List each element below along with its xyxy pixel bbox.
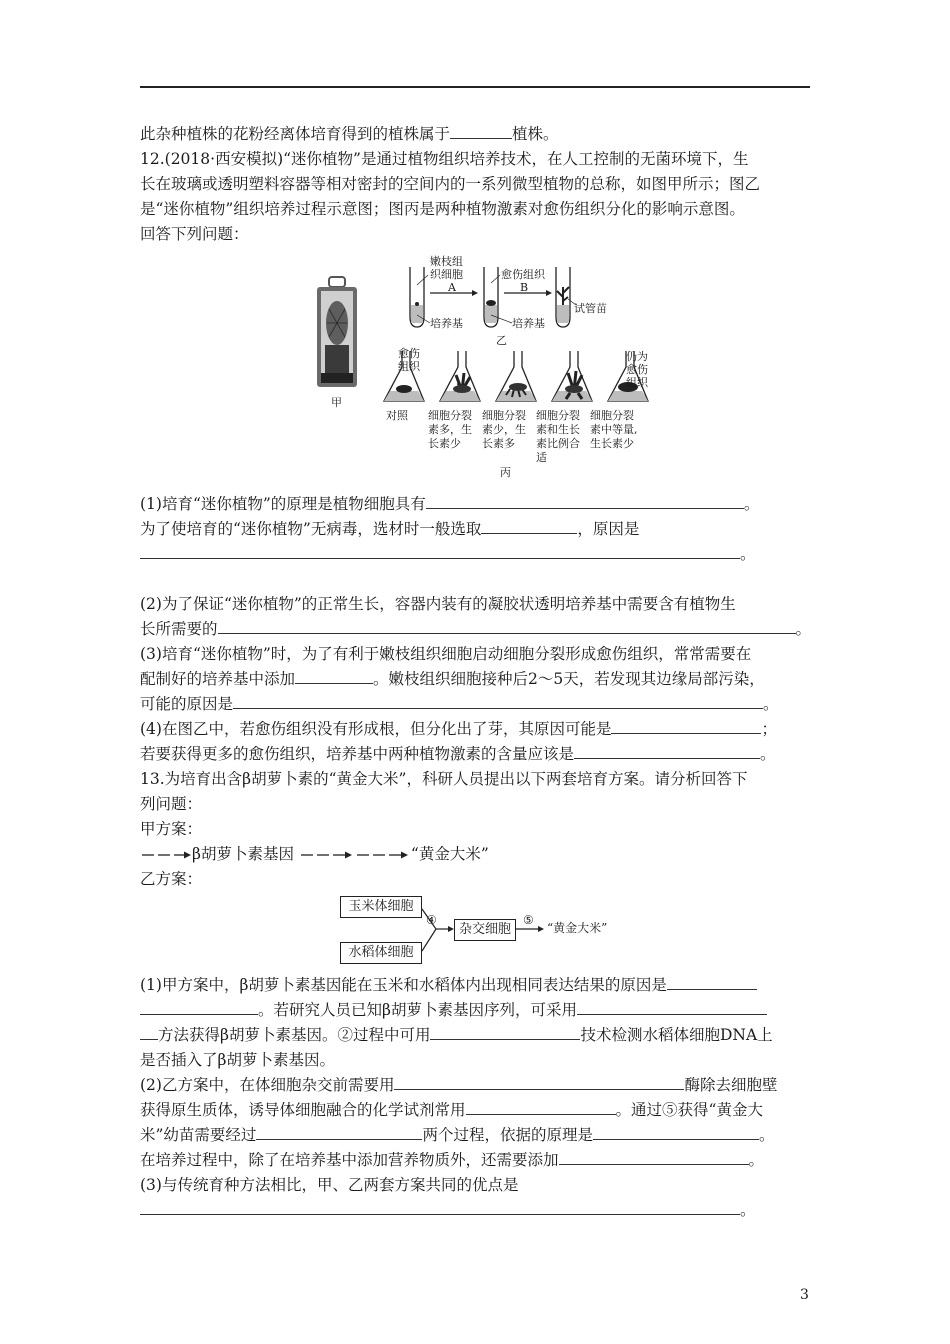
q12-answer-1: (1)培育“迷你植物”的原理是植物细胞具有 。 — [140, 495, 760, 513]
q13-answer-3: 。 — [140, 1200, 756, 1220]
q13-answer-2: (2)乙方案中，在体细胞杂交前需要用 酶除去细胞壁 — [140, 1076, 778, 1094]
q12-answer-1: 为了使培育的“迷你植物”无病毒，选材时一般选取 ，原因是 — [140, 520, 640, 538]
q12-answer-4: 若要获得更多的愈伤组织，培养基中两种植物激素的含量应该是 。 — [140, 745, 776, 763]
q13-answer-1: 是否插入了β胡萝卜素基因。 — [140, 1051, 335, 1069]
q12-line: 回答下列问题： — [140, 225, 249, 243]
flask-caption-control: 对照 — [386, 409, 408, 422]
label-seedling: 试管苗 — [574, 302, 607, 315]
flask-caption-4: 生长素少 — [590, 437, 634, 450]
q13-plan-a-flow: β胡萝卜素基因 “黄金大米” — [140, 844, 489, 864]
q13-answer-1: 方法获得β胡萝卜素基因。②过程中可用 技术检测水稻体细胞DNA上 — [140, 1025, 773, 1045]
q13-answer-1: 。若研究人员已知β胡萝卜素基因序列，可采用 — [140, 1000, 767, 1020]
step-4-label: ④ — [426, 913, 437, 927]
flask-caption-4: 素中等量, — [590, 423, 638, 436]
flask-caption-4: 细胞分裂 — [590, 409, 634, 422]
flask-caption-2: 长素多 — [482, 437, 515, 450]
label-tender-cells-1: 嫩枝组 — [430, 255, 463, 268]
flask-caption-1: 细胞分裂 — [428, 409, 472, 422]
page-number: 3 — [800, 1287, 809, 1303]
label-still-callus-2: 愈伤 — [626, 363, 648, 376]
box-corn-cell: 玉米体细胞 — [340, 896, 422, 918]
q12-answer-3: (3)培育“迷你植物”时，为了有利于嫩枝组织细胞启动细胞分裂形成愈伤组织，常常需要在 — [140, 645, 752, 663]
box-hybrid-cell: 杂交细胞 — [454, 919, 516, 941]
label-arrow-a: A — [448, 281, 456, 294]
q12-line: 长在玻璃或透明塑料容器等相对密封的空间内的一系列微型植物的总称，如图甲所示；图乙 — [140, 175, 761, 193]
label-flask-callus-1: 愈伤 — [398, 347, 420, 360]
label-medium-2: 培养基 — [512, 317, 545, 330]
flask-caption-3: 素和生长 — [536, 423, 580, 436]
q12-answer-3: 配制好的培养基中添加 。嫩枝组织细胞接种后2～5天，若发现其边缘局部污染， — [140, 670, 765, 688]
q12-line: 是“迷你植物”组织培养过程示意图；图丙是两种植物激素对愈伤组织分化的影响示意图。 — [140, 200, 745, 218]
flask-caption-2: 素少，生 — [482, 423, 526, 436]
q13-answer-2: 获得原生质体，诱导体细胞融合的化学试剂常用 。通过⑤获得“黄金大 — [140, 1101, 763, 1119]
figure-jia-label: 甲 — [331, 396, 342, 409]
flask-caption-1: 长素少 — [428, 437, 461, 450]
q12-answer-2: 长所需要的 。 — [140, 620, 812, 638]
dash-arrow-icon — [140, 848, 192, 862]
q13-answer-3: (3)与传统育种方法相比，甲、乙两套方案共同的优点是 — [140, 1176, 519, 1194]
label-still-callus-1: 仍为 — [626, 350, 648, 363]
q13-answer-1: (1)甲方案中，β胡萝卜素基因能在玉米和水稻体内出现相同表达结果的原因是 — [140, 975, 757, 995]
q13-line: 乙方案： — [140, 870, 203, 888]
q12-line: 12.(2018·西安模拟)“迷你植物”是通过植物组织培养技术，在人工控制的无菌环境下，生 — [140, 150, 749, 168]
figure-bing-flasks — [378, 345, 658, 407]
figure-yi-label: 乙 — [496, 334, 507, 347]
label-callus: 愈伤组织 — [501, 268, 545, 281]
flask-caption-1: 素多，生 — [428, 423, 472, 436]
label-still-callus-3: 组织 — [626, 376, 648, 389]
figure-bing-label: 丙 — [500, 466, 511, 479]
label-arrow-b: B — [520, 281, 529, 294]
header-rule — [140, 86, 810, 88]
text-line: 此杂种植株的花粉经离体培育得到的植株属于 植株。 — [140, 125, 559, 143]
q12-answer-1: 。 — [140, 544, 756, 564]
q12-answer-4: (4)在图乙中，若愈伤组织没有形成根，但分化出了芽，其原因可能是 ； — [140, 720, 777, 738]
q12-answer-3: 可能的原因是 。 — [140, 695, 779, 713]
dash-arrow-icon — [299, 848, 411, 862]
flask-caption-3: 适 — [536, 451, 547, 464]
flask-caption-3: 细胞分裂 — [536, 409, 580, 422]
label-medium-1: 培养基 — [430, 317, 463, 330]
q13-line: 13.为培育出含β胡萝卜素的“黄金大米”，科研人员提出以下两套培育方案。请分析回答下 — [140, 770, 748, 788]
label-tender-cells-2: 织细胞 — [430, 268, 463, 281]
q13-line: 甲方案： — [140, 820, 203, 838]
flask-caption-3: 素比例合 — [536, 437, 580, 450]
flask-caption-2: 细胞分裂 — [482, 409, 526, 422]
q12-answer-2: (2)为了保证“迷你植物”的正常生长，容器内装有的凝胶状透明培养基中需要含有植物生 — [140, 595, 736, 613]
result-golden-rice: “黄金大米” — [547, 921, 608, 935]
figure-jia-photo — [313, 275, 361, 390]
step-5-label: ⑤ — [523, 913, 534, 927]
q13-line: 列问题： — [140, 795, 203, 813]
q13-answer-2: 在培养过程中，除了在培养基中添加营养物质外，还需要添加 。 — [140, 1151, 765, 1169]
box-rice-cell: 水稻体细胞 — [340, 942, 422, 964]
label-flask-callus-2: 组织 — [398, 360, 420, 373]
q13-answer-2: 米”幼苗需要经过 两个过程，依据的原理是 。 — [140, 1126, 775, 1144]
